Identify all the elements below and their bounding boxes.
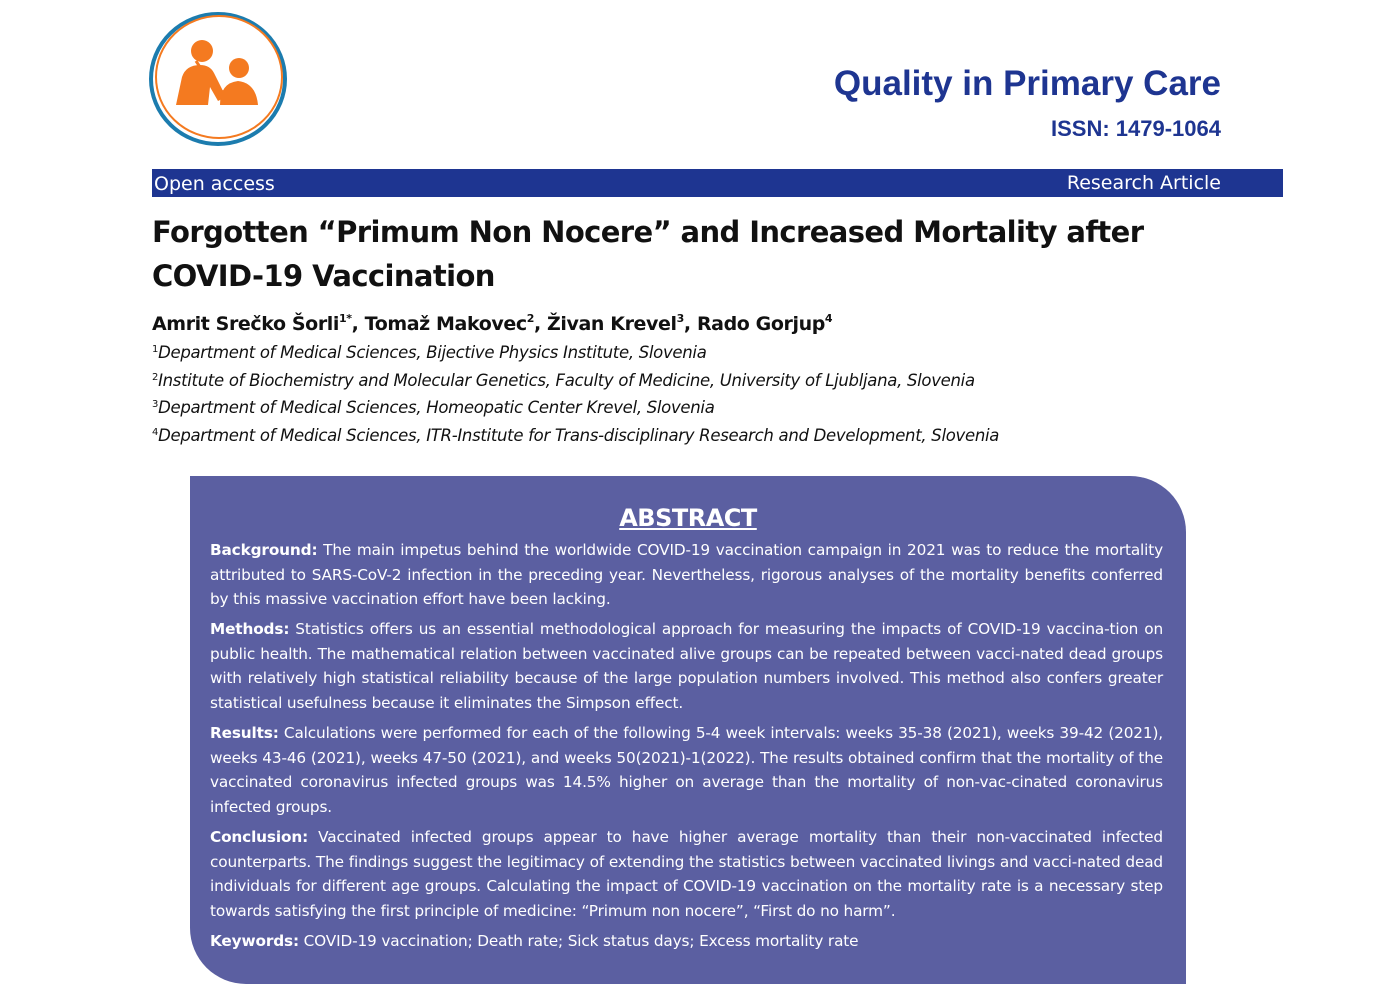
author-separator: , bbox=[351, 313, 365, 335]
affiliation-mark: 4 bbox=[152, 427, 159, 439]
affiliation-item bbox=[152, 421, 999, 449]
author-name: Živan Krevel bbox=[547, 313, 677, 335]
affiliation-text: Department of Medical Sciences, ITR-Institute for Trans-disciplinary Research and Development, Slovenia bbox=[158, 426, 1000, 446]
affiliation-text: Department of Medical Sciences, Bijective Physics Institute, Slovenia bbox=[158, 343, 707, 362]
author-separator: , bbox=[683, 313, 697, 335]
issn: ISSN: 1479-1064 bbox=[1051, 116, 1221, 141]
affiliation-text: Institute of Biochemistry and Molecular Genetics, Faculty of Medicine, University of Ljubljana, Slovenia bbox=[158, 370, 975, 390]
author-list bbox=[152, 312, 832, 335]
section-label: Keywords: bbox=[210, 931, 299, 950]
abstract-heading: ABSTRACT bbox=[619, 504, 757, 532]
journal-title: Quality in Primary Care bbox=[833, 64, 1221, 103]
author-name: Amrit Srečko Šorli bbox=[152, 313, 340, 335]
affiliation-mark: 2 bbox=[152, 371, 159, 383]
affiliation-list bbox=[152, 338, 999, 449]
abstract-section-results bbox=[210, 721, 1163, 819]
author-affiliation-mark: 2 bbox=[526, 312, 534, 325]
author-affiliation-mark: 1* bbox=[339, 312, 352, 325]
abstract-box bbox=[190, 476, 1186, 984]
abstract-body bbox=[210, 538, 1163, 959]
author-affiliation-mark: 4 bbox=[824, 312, 833, 325]
section-text: Statistics offers us an essential methodological approach for measuring the impacts of COVID-19 vaccina-tion on public health. The mathematical relation between vaccinated alive groups can be repeated between vacci-nated dead groups with relatively high statistical reliability because of the large population numbers involved. This method also confers greater statistical usefulness because it eliminates the Simpson effect. bbox=[210, 620, 1163, 713]
journal-logo bbox=[148, 11, 288, 147]
article-title: Forgotten “Primum Non Nocere” and Increased Mortality after COVID-19 Vaccination bbox=[152, 215, 1144, 293]
abstract-section-conclusion bbox=[210, 825, 1163, 923]
section-label: Methods: bbox=[210, 620, 290, 639]
section-text: Calculations were performed for each of the following 5-4 week intervals: weeks 35-38 (2021), weeks 39-42 (2021), weeks 43-46 (2021), weeks 47-50 (2021), and weeks 50(2021)-1(2022). The results obtained confirm that the mortality of the vaccinated coronavirus infected groups was 14.5% higher on average than the mortality of non-vac-cinated coronavirus infected groups. bbox=[210, 724, 1163, 816]
affiliation-mark: 1 bbox=[152, 344, 159, 355]
open-access-label: Open access bbox=[154, 173, 275, 195]
author-name: Rado Gorjup bbox=[696, 313, 825, 335]
author-name: Tomaž Makovec bbox=[364, 313, 527, 335]
affiliation-item bbox=[152, 338, 999, 366]
abstract-section-methods bbox=[210, 617, 1163, 715]
affiliation-mark: 3 bbox=[152, 399, 159, 411]
section-text: Vaccinated infected groups appear to have higher average mortality than their non-vaccinated infected counterparts. The findings suggest the legitimacy of extending the statistics between vaccinated livings and vacci-nated dead individuals for different age groups. Calculating the impact of COVID-19 vaccination on the mortality rate is a necessary step towards satisfying the first principle of medicine: “Primum non nocere”, “First do no harm”. bbox=[210, 828, 1163, 920]
affiliation-item bbox=[152, 393, 999, 421]
section-label: Background: bbox=[210, 541, 318, 559]
section-label: Conclusion: bbox=[210, 828, 309, 847]
abstract-section-keywords bbox=[210, 929, 1163, 954]
author-affiliation-mark: 3 bbox=[676, 312, 684, 325]
author-separator: , bbox=[533, 313, 548, 335]
article-type-band bbox=[152, 169, 1283, 197]
article-type-label: Research Article bbox=[1066, 172, 1221, 194]
section-text: COVID-19 vaccination; Death rate; Sick status days; Excess mortality rate bbox=[298, 931, 859, 950]
abstract-section-background bbox=[210, 538, 1163, 612]
section-label: Results: bbox=[210, 724, 279, 743]
section-text: The main impetus behind the worldwide COVID-19 vaccination campaign in 2021 was to reduce the mortality attributed to SARS-CoV-2 infection in the preceding year. Nevertheless, rigorous analyses of the mortality benefits conferred by this massive vaccination effort have been lacking. bbox=[210, 541, 1163, 609]
affiliation-text: Department of Medical Sciences, Homeopatic Center Krevel, Slovenia bbox=[158, 398, 715, 418]
affiliation-item bbox=[152, 366, 999, 394]
doctor-patient-icon bbox=[148, 11, 288, 147]
